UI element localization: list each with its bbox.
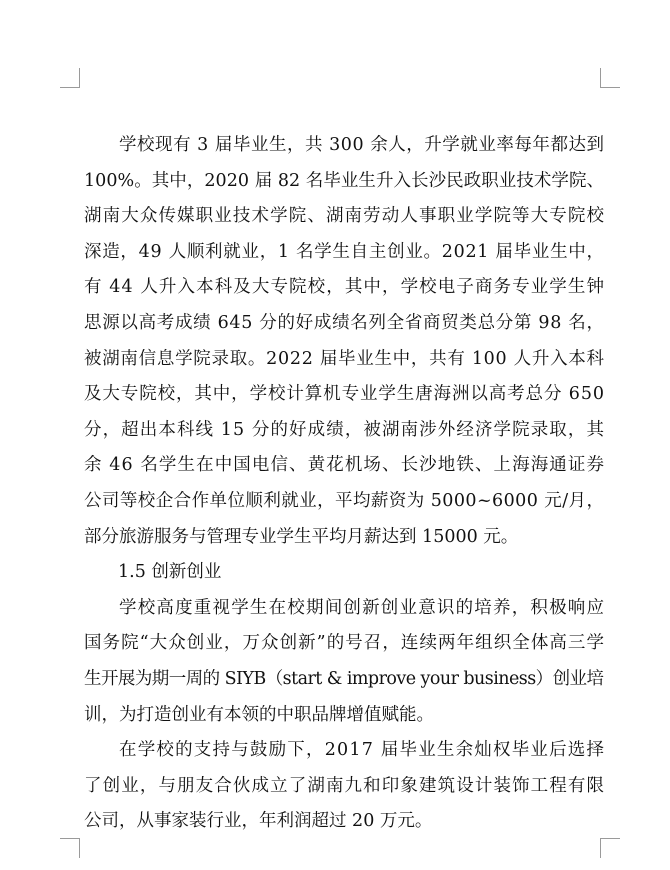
text-line: 分，超出本科线 15 分的好成绩，被湖南涉外经济学院录取，其 [84,419,606,440]
page-corner-mark-top-right [600,68,620,88]
text-line: 及大专院校，其中，学校计算机专业学生唐海洲以高考总分 650 [84,384,605,405]
text-line: 湖南大众传媒职业技术学院、湖南劳动人事职业学院等大专院校 [84,206,606,227]
text-line: 100%。其中，2020 届 82 名毕业生升入长沙民政职业技术学院、 [84,170,605,191]
page-corner-mark-bottom-left [60,838,80,858]
text-line: 公司，从事家装行业，年利润超过 20 万元。 [84,811,433,832]
section-heading: 1.5 创新创业 [118,562,222,583]
text-line: 思源以高考成绩 645 分的好成绩名列全省商贸类总分第 98 名， [84,312,605,333]
text-line: 训，为打造创业有本领的中职品牌增值赋能。 [84,704,434,725]
text-line: 部分旅游服务与管理专业学生平均月薪达到 15000 元。 [84,526,519,547]
text-line: 有 44 人升入本科及大专院校，其中，学校电子商务专业学生钟 [84,277,606,298]
text-line: 公司等校企合作单位顺利就业，平均薪资为 5000~6000 元/月， [84,490,605,511]
text-line: 国务院“大众创业，万众创新”的号召，连续两年组织全体高三学 [84,633,606,654]
text-line: 学校现有 3 届毕业生，共 300 余人，升学就业率每年都达到 [119,135,605,155]
text-line: 学校高度重视学生在校期间创新创业意识的培养，积极响应 [119,597,606,618]
text-line: 在学校的支持与鼓励下，2017 届毕业生余灿权毕业后选择 [119,740,606,761]
paragraph-innovation-training [84,591,604,733]
text-line: 深造，49 人顺利就业，1 名学生自主创业。2021 届毕业生中， [84,241,605,262]
text-line: 了创业，与朋友合伙成立了湖南九和印象建筑设计装饰工程有限 [84,775,606,796]
text-line: 余 46 名学生在中国电信、黄花机场、长沙地铁、上海海通证券 [84,455,606,476]
page-corner-mark-top-left [60,68,80,88]
text-line: 被湖南信息学院录取。2022 届毕业生中，共有 100 人升入本科 [84,348,605,369]
page-corner-mark-bottom-right [600,838,620,858]
paragraph-graduate-outcomes [84,128,604,555]
paragraph-alumni-startup [84,733,604,840]
text-line: 生开展为期一周的 SIYB（start & improve your business）创业培 [84,668,604,689]
document-body [84,128,604,840]
